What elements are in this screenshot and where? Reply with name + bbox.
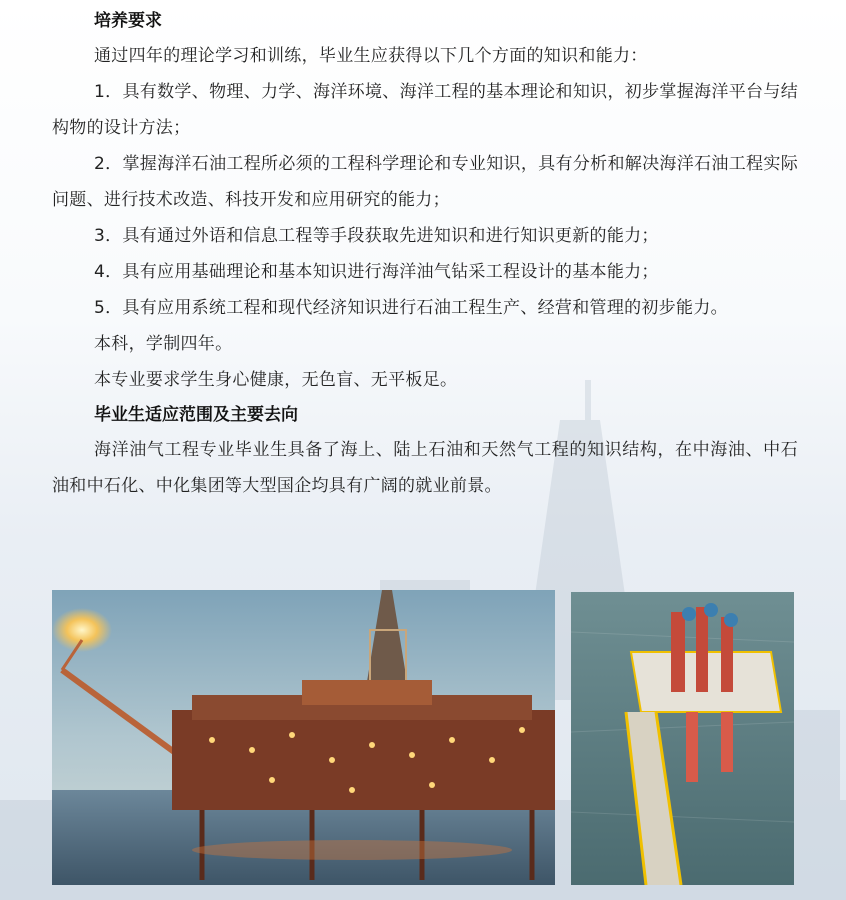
- requirement-item: 4．具有应用基础理论和基本知识进行海洋油气钻采工程设计的基本能力；: [94, 262, 659, 282]
- offshore-platform-photo: [52, 590, 555, 885]
- paragraph: 通过四年的理论学习和训练，毕业生应获得以下几个方面的知识和能力：: [94, 46, 648, 66]
- health-requirement: 本专业要求学生身心健康，无色盲、无平板足。: [94, 370, 458, 390]
- document-body: [52, 4, 798, 504]
- requirement-item: 5．具有应用系统工程和现代经济知识进行石油工程生产、经营和管理的初步能力。: [94, 298, 728, 318]
- section-heading-career-prospects: 毕业生适应范围及主要去向: [94, 405, 298, 425]
- requirement-item: 2．掌握海洋石油工程所必须的工程科学理论和专业知识，具有分析和解决海洋石油工程实际问题、进行技术改造、科技开发和应用研究的能力；: [52, 154, 798, 210]
- section-heading-training-requirements: 培养要求: [94, 11, 162, 31]
- program-duration: 本科，学制四年。: [94, 334, 233, 354]
- requirement-item: 1．具有数学、物理、力学、海洋环境、海洋工程的基本理论和知识，初步掌握海洋平台与结构物的设计方法；: [52, 82, 798, 138]
- paragraph: 海洋油气工程专业毕业生具备了海上、陆上石油和天然气工程的知识结构，在中海油、中石油和中石化、中化集团等大型国企均具有广阔的就业前景。: [52, 440, 798, 496]
- wellhead-platform-photo: [571, 592, 794, 885]
- requirement-item: 3．具有通过外语和信息工程等手段获取先进知识和进行知识更新的能力；: [94, 226, 659, 246]
